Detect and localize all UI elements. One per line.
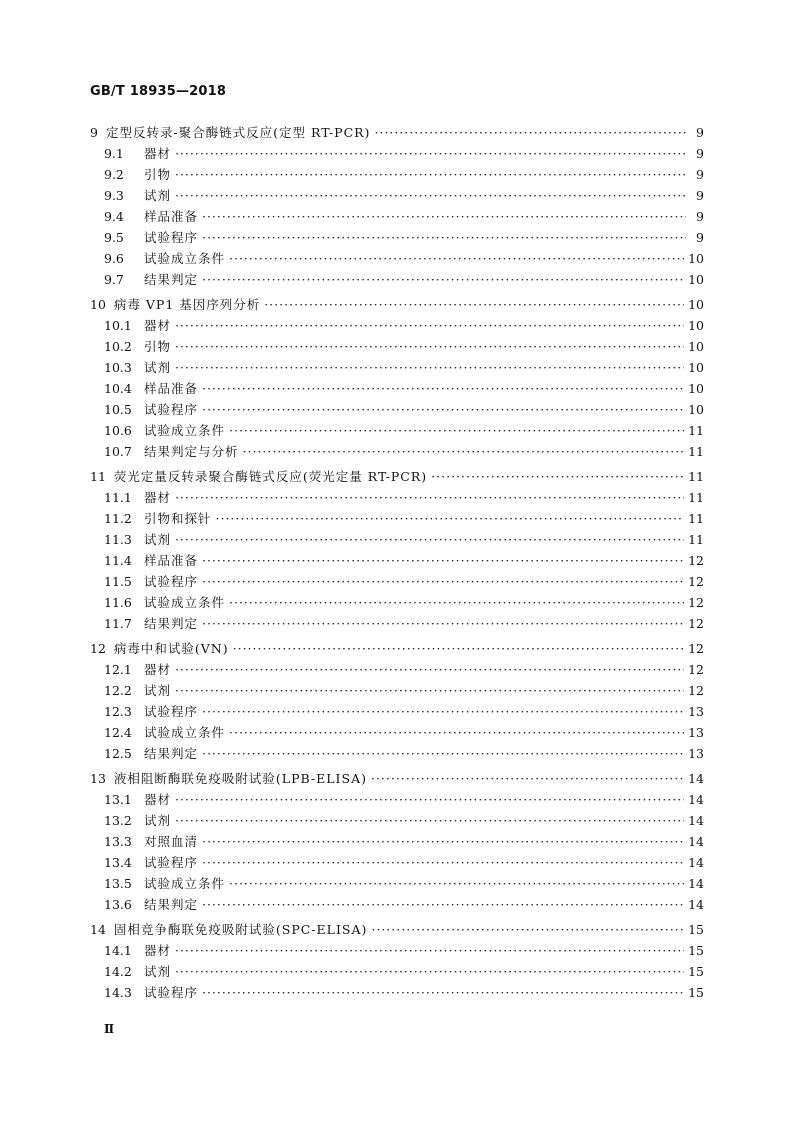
toc-entry-page: 10 [688, 401, 704, 417]
toc-section-entry[interactable] [90, 332, 704, 353]
toc-entry-number: 11 [90, 468, 106, 484]
toc-section-entry[interactable] [90, 483, 704, 504]
dot-leader [202, 576, 684, 589]
toc-entry-number: 10.4 [104, 380, 132, 396]
toc-entry-title: 试验成立条件 [144, 875, 226, 891]
toc-entry-title: 器材 [144, 661, 172, 677]
toc-entry-title: 试剂 [144, 359, 172, 375]
toc-chapter-entry[interactable] [90, 462, 704, 483]
toc-entry-number: 13.3 [104, 833, 132, 849]
toc-entry-page: 12 [688, 615, 704, 631]
toc-section-entry[interactable] [90, 588, 704, 609]
toc-entry-title: 试验成立条件 [144, 594, 226, 610]
toc-section-entry[interactable] [90, 890, 704, 911]
toc-entry-title: 器材 [144, 145, 172, 161]
toc-entry-title: 器材 [144, 489, 172, 505]
toc-entry-title: 荧光定量反转录聚合酶链式反应(荧光定量 RT-PCR) [113, 468, 428, 484]
standard-id: GB/T 18935—2018 [90, 84, 227, 99]
toc-entry-number: 11.4 [104, 552, 132, 568]
toc-entry-page: 12 [688, 594, 704, 610]
dot-leader [175, 190, 686, 203]
toc-entry-number: 9.3 [104, 187, 124, 203]
toc-section-entry[interactable] [90, 139, 704, 160]
dot-leader [202, 748, 684, 761]
toc-section-entry[interactable] [90, 567, 704, 588]
toc-entry-number: 9.4 [104, 208, 124, 224]
dot-leader [202, 899, 684, 912]
toc-section-entry[interactable] [90, 676, 704, 697]
toc-entry-number: 10.2 [104, 338, 132, 354]
toc-entry-number: 13 [90, 770, 106, 786]
dot-leader [175, 148, 686, 161]
toc-entry-title: 引物 [144, 166, 172, 182]
toc-entry-title: 试验程序 [144, 573, 199, 589]
dot-leader [175, 362, 684, 375]
dot-leader [374, 127, 686, 140]
toc-section-entry[interactable] [90, 223, 704, 244]
dot-leader [175, 341, 684, 354]
dot-leader [431, 471, 684, 484]
toc-chapter-entry[interactable] [90, 290, 704, 311]
toc-entry-page: 9 [696, 166, 704, 182]
toc-entry-page: 11 [688, 468, 704, 484]
toc-entry-page: 11 [688, 489, 704, 505]
dot-leader [175, 664, 684, 677]
dot-leader [202, 987, 684, 1000]
toc-entry-number: 11.3 [104, 531, 132, 547]
toc-entry-title: 器材 [144, 942, 172, 958]
toc-entry-title: 试验成立条件 [144, 422, 226, 438]
toc-section-entry[interactable] [90, 957, 704, 978]
toc-entry-page: 14 [688, 875, 704, 891]
toc-entry-title: 试验程序 [144, 229, 199, 245]
toc-section-entry[interactable] [90, 353, 704, 374]
toc-entry-title: 引物 [144, 338, 172, 354]
toc-section-entry[interactable] [90, 978, 704, 999]
toc-entry-number: 10.6 [104, 422, 132, 438]
toc-section-entry[interactable] [90, 936, 704, 957]
toc-entry-number: 11.2 [104, 510, 132, 526]
toc-entry-number: 10.1 [104, 317, 132, 333]
toc-entry-page: 14 [688, 770, 704, 786]
dot-leader [175, 685, 684, 698]
toc-entry-page: 10 [688, 359, 704, 375]
toc-section-entry[interactable] [90, 827, 704, 848]
toc-entry-page: 9 [696, 124, 704, 140]
toc-entry-number: 13.2 [104, 812, 132, 828]
toc-section-entry[interactable] [90, 504, 704, 525]
dot-leader [229, 253, 684, 266]
toc-entry-title: 对照血清 [144, 833, 199, 849]
toc-entry-number: 9.6 [104, 250, 124, 266]
toc-entry-page: 11 [688, 443, 704, 459]
dot-leader [175, 945, 684, 958]
toc-entry-title: 试验程序 [144, 854, 199, 870]
toc-entry-page: 10 [688, 380, 704, 396]
toc-entry-title: 定型反转录-聚合酶链式反应(定型 RT-PCR) [105, 124, 371, 140]
toc-entry-title: 试验程序 [144, 401, 199, 417]
toc-entry-number: 9.5 [104, 229, 124, 245]
toc-section-entry[interactable] [90, 416, 704, 437]
dot-leader [264, 299, 684, 312]
toc-entry-number: 13.4 [104, 854, 132, 870]
dot-leader [371, 924, 684, 937]
toc-entry-page: 11 [688, 510, 704, 526]
toc-entry-title: 试剂 [144, 812, 172, 828]
toc-entry-title: 病毒中和试验(VN) [113, 640, 229, 656]
dot-leader [202, 555, 684, 568]
toc-section-entry[interactable] [90, 718, 704, 739]
toc-section-entry[interactable] [90, 848, 704, 869]
toc-section-entry[interactable] [90, 202, 704, 223]
toc-entry-page: 12 [688, 640, 704, 656]
toc-entry-number: 12.1 [104, 661, 132, 677]
toc-entry-page: 14 [688, 854, 704, 870]
toc-entry-number: 11.5 [104, 573, 132, 589]
dot-leader [202, 857, 684, 870]
toc-entry-page: 9 [696, 145, 704, 161]
toc-entry-title: 试验程序 [144, 703, 199, 719]
toc-entry-title: 试剂 [144, 963, 172, 979]
toc-section-entry[interactable] [90, 160, 704, 181]
toc-chapter-entry[interactable] [90, 764, 704, 785]
toc-entry-number: 10.7 [104, 443, 132, 459]
dot-leader [175, 534, 684, 547]
toc-entry-page: 13 [688, 745, 704, 761]
toc-entry-page: 13 [688, 724, 704, 740]
toc-section-entry[interactable] [90, 437, 704, 458]
toc-entry-number: 13.1 [104, 791, 132, 807]
toc-entry-title: 引物和探针 [144, 510, 212, 526]
toc-chapter-entry[interactable] [90, 118, 704, 139]
toc-entry-number: 11.1 [104, 489, 132, 505]
toc-entry-page: 14 [688, 812, 704, 828]
toc-entry-number: 12.2 [104, 682, 132, 698]
dot-leader [243, 446, 685, 459]
toc-entry-title: 试验成立条件 [144, 250, 226, 266]
dot-leader [229, 878, 684, 891]
toc-entry-title: 试剂 [144, 682, 172, 698]
toc-section-entry[interactable] [90, 609, 704, 630]
toc-section-entry[interactable] [90, 311, 704, 332]
toc-entry-title: 样品准备 [144, 380, 199, 396]
dot-leader [175, 320, 684, 333]
toc-entry-title: 结果判定 [144, 271, 199, 287]
toc-chapter-entry[interactable] [90, 915, 704, 936]
toc-section-entry[interactable] [90, 244, 704, 265]
toc-entry-number: 9.7 [104, 271, 124, 287]
toc-section-entry[interactable] [90, 546, 704, 567]
toc-entry-number: 14.2 [104, 963, 132, 979]
toc-entry-title: 结果判定与分析 [144, 443, 239, 459]
toc-entry-number: 13.5 [104, 875, 132, 891]
toc-entry-number: 11.6 [104, 594, 132, 610]
toc-entry-page: 10 [688, 250, 704, 266]
table-of-contents [90, 118, 704, 999]
toc-entry-page: 12 [688, 682, 704, 698]
toc-entry-page: 15 [688, 984, 704, 1000]
toc-section-entry[interactable] [90, 739, 704, 760]
toc-entry-number: 10.5 [104, 401, 132, 417]
toc-entry-page: 11 [688, 422, 704, 438]
dot-leader [202, 232, 686, 245]
page-number: Ⅱ [104, 1022, 115, 1036]
toc-section-entry[interactable] [90, 785, 704, 806]
toc-entry-title: 结果判定 [144, 745, 199, 761]
toc-entry-title: 病毒 VP1 基因序列分析 [113, 296, 261, 312]
toc-entry-title: 液相阻断酶联免疫吸附试验(LPB-ELISA) [113, 770, 367, 786]
toc-section-entry[interactable] [90, 181, 704, 202]
dot-leader [229, 425, 684, 438]
toc-entry-page: 12 [688, 661, 704, 677]
toc-entry-page: 10 [688, 338, 704, 354]
dot-leader [229, 597, 684, 610]
toc-entry-page: 14 [688, 833, 704, 849]
toc-entry-page: 14 [688, 896, 704, 912]
toc-entry-title: 器材 [144, 317, 172, 333]
dot-leader [175, 815, 684, 828]
dot-leader [371, 773, 684, 786]
dot-leader [216, 513, 685, 526]
toc-entry-page: 9 [696, 208, 704, 224]
dot-leader [202, 618, 684, 631]
toc-entry-page: 11 [688, 531, 704, 547]
toc-entry-number: 9 [90, 124, 98, 140]
dot-leader [202, 211, 686, 224]
toc-section-entry[interactable] [90, 374, 704, 395]
toc-section-entry[interactable] [90, 265, 704, 286]
toc-entry-title: 结果判定 [144, 615, 199, 631]
dot-leader [202, 383, 684, 396]
toc-chapter-entry[interactable] [90, 634, 704, 655]
toc-entry-title: 试剂 [144, 531, 172, 547]
dot-leader [175, 794, 684, 807]
toc-entry-page: 12 [688, 573, 704, 589]
toc-entry-title: 结果判定 [144, 896, 199, 912]
toc-entry-page: 9 [696, 229, 704, 245]
toc-entry-number: 10 [90, 296, 106, 312]
dot-leader [175, 169, 686, 182]
toc-entry-title: 样品准备 [144, 208, 199, 224]
toc-entry-number: 12.5 [104, 745, 132, 761]
toc-section-entry[interactable] [90, 655, 704, 676]
toc-entry-number: 12.3 [104, 703, 132, 719]
dot-leader [233, 643, 684, 656]
toc-entry-number: 12.4 [104, 724, 132, 740]
toc-entry-page: 12 [688, 552, 704, 568]
toc-entry-page: 15 [688, 963, 704, 979]
toc-entry-title: 试验成立条件 [144, 724, 226, 740]
dot-leader [202, 706, 684, 719]
toc-entry-page: 15 [688, 921, 704, 937]
toc-entry-number: 12 [90, 640, 106, 656]
toc-entry-title: 试剂 [144, 187, 172, 203]
toc-entry-number: 9.2 [104, 166, 124, 182]
toc-entry-title: 器材 [144, 791, 172, 807]
toc-entry-number: 14.1 [104, 942, 132, 958]
toc-entry-page: 10 [688, 296, 704, 312]
toc-entry-number: 14 [90, 921, 106, 937]
toc-entry-page: 10 [688, 317, 704, 333]
dot-leader [202, 404, 684, 417]
toc-entry-number: 11.7 [104, 615, 132, 631]
toc-section-entry[interactable] [90, 869, 704, 890]
dot-leader [202, 274, 684, 287]
toc-entry-page: 10 [688, 271, 704, 287]
dot-leader [175, 966, 684, 979]
toc-entry-page: 9 [696, 187, 704, 203]
toc-entry-number: 14.3 [104, 984, 132, 1000]
toc-section-entry[interactable] [90, 525, 704, 546]
toc-section-entry[interactable] [90, 697, 704, 718]
toc-entry-number: 9.1 [104, 145, 124, 161]
dot-leader [202, 836, 684, 849]
toc-entry-title: 样品准备 [144, 552, 199, 568]
toc-section-entry[interactable] [90, 395, 704, 416]
toc-entry-page: 15 [688, 942, 704, 958]
toc-entry-page: 13 [688, 703, 704, 719]
toc-entry-title: 试验程序 [144, 984, 199, 1000]
toc-entry-number: 10.3 [104, 359, 132, 375]
toc-section-entry[interactable] [90, 806, 704, 827]
dot-leader [229, 727, 684, 740]
toc-entry-title: 固相竞争酶联免疫吸附试验(SPC-ELISA) [113, 921, 368, 937]
dot-leader [175, 492, 684, 505]
toc-entry-number: 13.6 [104, 896, 132, 912]
toc-entry-page: 14 [688, 791, 704, 807]
